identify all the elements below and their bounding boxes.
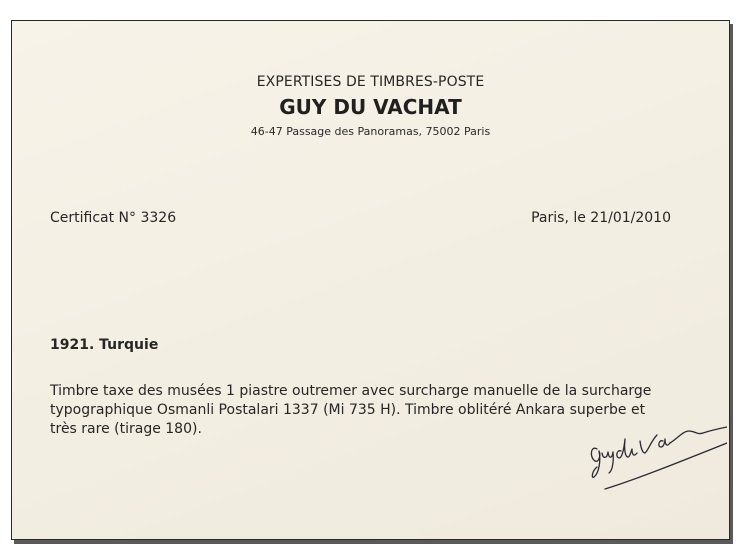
certificate-number: Certificat N° 3326 bbox=[50, 210, 177, 226]
description-line-2: typographique Osmanli Postalari 1337 (Mi 735 H). Timbre oblitéré Ankara superbe et bbox=[50, 402, 646, 418]
stamp-title: 1921. Turquie bbox=[50, 337, 159, 353]
certificate-date: Paris, le 21/01/2010 bbox=[531, 210, 671, 226]
handwritten-signature bbox=[577, 401, 727, 501]
letterhead-subtitle: EXPERTISES DE TIMBRES-POSTE bbox=[256, 74, 485, 90]
description-line-1: Timbre taxe des musées 1 piastre outremer avec surcharge manuelle de la surcharge bbox=[50, 383, 652, 399]
letterhead bbox=[12, 74, 729, 138]
certificate-sheet bbox=[11, 20, 730, 540]
expert-name: GUY DU VACHAT bbox=[279, 95, 462, 119]
description-line-3: très rare (tirage 180). bbox=[50, 421, 202, 437]
expert-address: 46-47 Passage des Panoramas, 75002 Paris bbox=[250, 125, 491, 138]
